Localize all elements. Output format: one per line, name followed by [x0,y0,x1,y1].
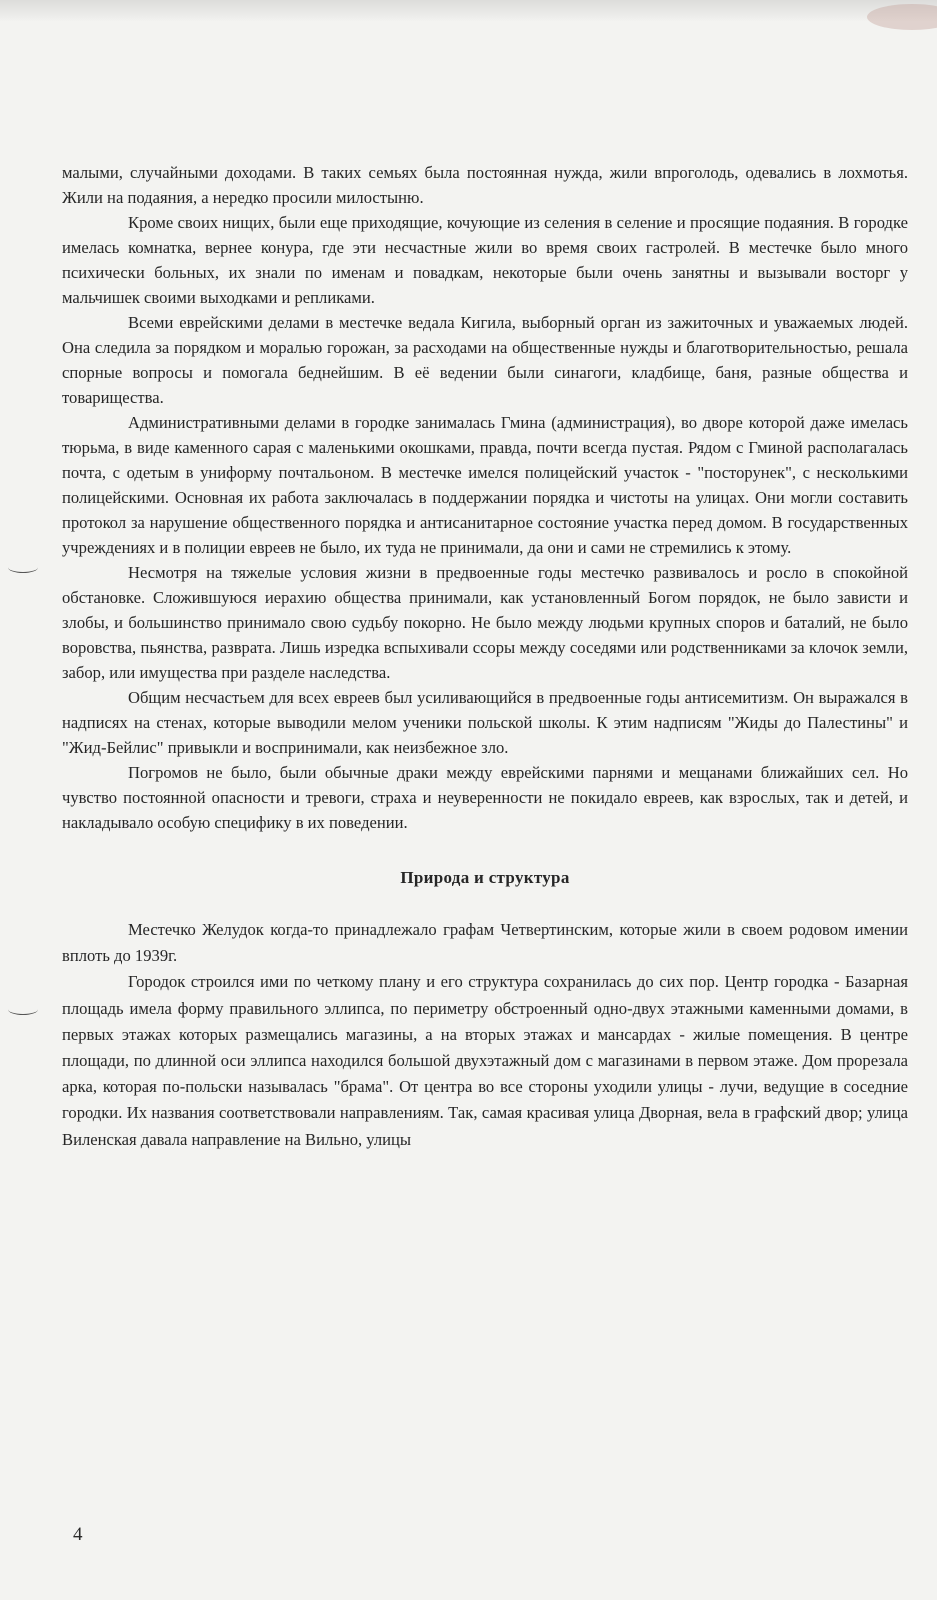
paragraph: Местечко Желудок когда-то принадлежало графам Четвертинским, которые жили в своем родовом имении вплоть до 1939г. [62,920,908,966]
paragraph: малыми, случайными доходами. В таких семьях была постоянная нужда, жили впроголодь, одевались в лохмотья. Жили на подаяния, а нередко просили милостыню. [62,163,908,207]
paragraph: Несмотря на тяжелые условия жизни в предвоенные годы местечко развивалось и росло в спокойной обстановке. Сложившуюся иерахию общества принимали, как установленный Богом порядок, не было зависти и злобы, и большинство принимало свою судьбу покорно. Не было между людьми крупных споров и баталий, не было воровства, пьянства, разврата. Лишь изредка вспыхивали ссоры между соседями или родственниками за клочок земли, забор, или имущества при разделе наследства. [62,563,908,682]
scan-edge-shadow [0,0,937,22]
binding-hole-mark [8,562,38,573]
document-text [62,160,908,1153]
paragraph: Всеми еврейскими делами в местечке ведала Кигила, выборный орган из зажиточных и уважаемых людей. Она следила за порядком и моралью горожан, за расходами на общественные нужды и благотворительностью, решала спорные вопросы и помогала беднейшим. В её ведении были синагоги, кладбище, баня, разные общества и товарищества. [62,313,908,407]
section-body [62,917,908,1153]
binding-hole-mark [8,1004,38,1015]
paragraph: Кроме своих нищих, были еще приходящие, кочующие из селения в селение и просящие подаяния. В городке имелась комнатка, вернее конура, где эти несчастные жили во время своих гастролей. В местечке было много психически больных, их знали по именам и повадкам, некоторые были очень занятны и вызывали восторг у мальчишек своими выходками и репликами. [62,213,908,307]
paragraph: Общим несчастьем для всех евреев был усиливающийся в предвоенные годы антисемитизм. Он выражался в надписях на стенах, которые выводили мелом ученики польской школы. К этим надписям "Жиды до Палестины" и "Жид-Бейлис" привыкли и воспринимали, как неизбежное зло. [62,688,908,757]
page-number: 4 [73,1524,83,1545]
paragraph: Административными делами в городке занималась Гмина (администрация), во дворе которой даже имелась тюрьма, в виде каменного сарая с маленькими окошками, правда, почти всегда пустая. Рядом с Гминой располагалась почта, с одетым в униформу почтальоном. В местечке имелся полицейский участок - "посторунек", с несколькими полицейскими. Основная их работа заключалась в поддержании порядка и чистоты на улицах. Они могли составить протокол за нарушение общественного порядка и антисанитарное состояние участка перед домом. В государственных учреждениях и в полиции евреев не было, их туда не принимали, да они и сами не стремились к этому. [62,413,908,557]
paragraph: Погромов не было, были обычные драки между еврейскими парнями и мещанами ближайших сел. Но чувство постоянной опасности и тревоги, страха и неуверенности не покидало евреев, как взрослых, так и детей, и накладывало особую специфику в их поведении. [62,763,908,832]
corner-stain [867,4,937,30]
section-heading: Природа и структура [400,868,570,887]
paragraph: Городок строился ими по четкому плану и его структура сохранилась до сих пор. Центр городка - Базарная площадь имела форму правильного эллипса, по периметру обстроенный одно-двух этажными каменными домами, в первых этажах которых размещались магазины, а на вторых этажах и мансардах - жилые помещения. В центре площади, по длинной оси эллипса находился большой двухэтажный дом с магазинами в первом этаже. Дом прорезала арка, которая по-польски называлась "брама". От центра во все стороны уходили улицы - лучи, ведущие в соседние городки. Их названия соответствовали направлениям. Так, самая красивая улица Дворная, вела в графский двор; улица Виленская давала направление на Вильно, улицы [62,972,908,1149]
